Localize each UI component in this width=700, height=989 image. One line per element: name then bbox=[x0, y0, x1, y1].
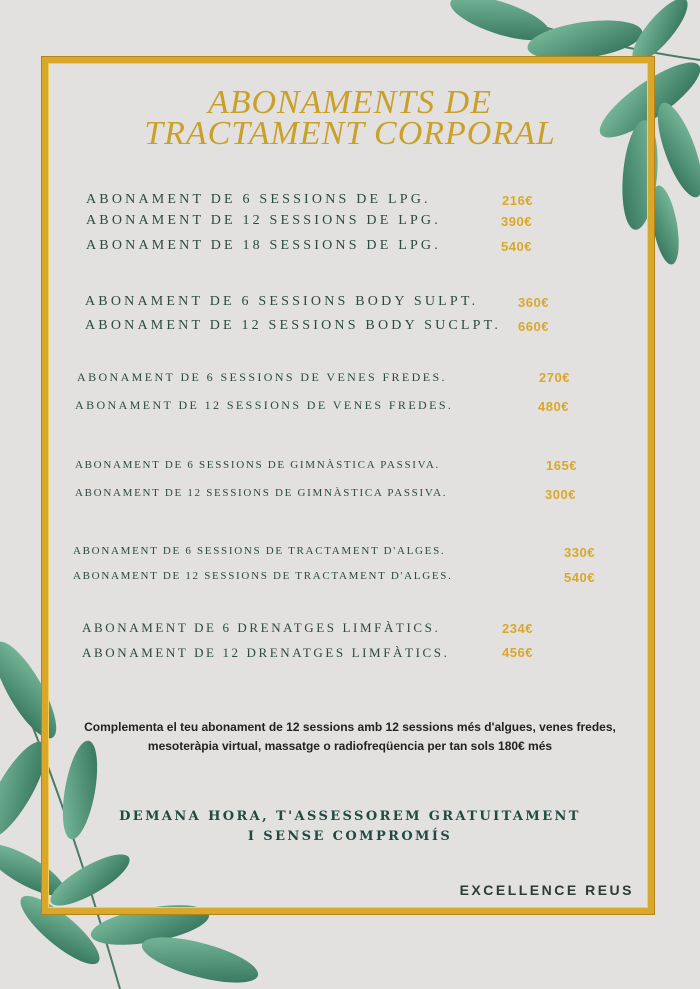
price-label: ABONAMENT DE 12 DRENATGES LIMFÀTICS. bbox=[82, 645, 450, 660]
price-value: 480€ bbox=[538, 399, 569, 414]
price-label: ABONAMENT DE 6 SESSIONS DE TRACTAMENT D'ALGES. bbox=[73, 545, 446, 557]
price-value: 165€ bbox=[546, 458, 577, 473]
title-line-1: ABONAMENTS DE bbox=[207, 84, 493, 121]
price-label: ABONAMENT DE 12 SESSIONS DE TRACTAMENT D'ALGES. bbox=[73, 570, 453, 582]
cta-line-2: I SENSE COMPROMÍS bbox=[247, 829, 453, 844]
price-value: 660€ bbox=[518, 319, 549, 334]
price-label: ABONAMENT DE 6 SESSIONS BODY SULPT. bbox=[85, 294, 479, 309]
price-label: ABONAMENT DE 6 SESSIONS DE VENES FREDES. bbox=[77, 370, 447, 384]
price-label: ABONAMENT DE 12 SESSIONS DE LPG. bbox=[86, 213, 441, 228]
price-value: 330€ bbox=[564, 545, 595, 560]
price-label: ABONAMENT DE 6 SESSIONS DE GIMNÀSTICA PASSIVA. bbox=[75, 459, 440, 471]
price-value: 540€ bbox=[564, 570, 595, 585]
cta-line-1: DEMANA HORA, T'ASSESSOREM GRATUITAMENT bbox=[119, 809, 581, 824]
promo-note: Complementa el teu abonament de 12 sessions amb 12 sessions més d'algues, venes fredes, mesoteràpia virtual, massatge o radiofreqüencia per tan sols 180€ més bbox=[84, 720, 616, 753]
price-value: 360€ bbox=[518, 295, 549, 310]
price-value: 216€ bbox=[502, 193, 533, 208]
price-label: ABONAMENT DE 12 SESSIONS DE GIMNÀSTICA PASSIVA. bbox=[75, 487, 448, 499]
price-label: ABONAMENT DE 12 SESSIONS DE VENES FREDES. bbox=[75, 398, 454, 412]
page-title bbox=[0, 84, 700, 152]
title-line-2: TRACTAMENT CORPORAL bbox=[144, 115, 556, 152]
price-value: 456€ bbox=[502, 645, 533, 660]
price-value: 390€ bbox=[501, 214, 532, 229]
gold-frame bbox=[42, 57, 654, 914]
brand-name: EXCELLENCE REUS bbox=[459, 882, 634, 898]
price-label: ABONAMENT DE 6 DRENATGES LIMFÀTICS. bbox=[82, 620, 441, 635]
price-value: 540€ bbox=[501, 239, 532, 254]
price-label: ABONAMENT DE 18 SESSIONS DE LPG. bbox=[86, 238, 441, 253]
price-value: 270€ bbox=[539, 370, 570, 385]
price-label: ABONAMENT DE 12 SESSIONS BODY SUCLPT. bbox=[85, 318, 502, 333]
price-value: 234€ bbox=[502, 621, 533, 636]
price-value: 300€ bbox=[545, 487, 576, 502]
price-label: ABONAMENT DE 6 SESSIONS DE LPG. bbox=[86, 192, 431, 207]
